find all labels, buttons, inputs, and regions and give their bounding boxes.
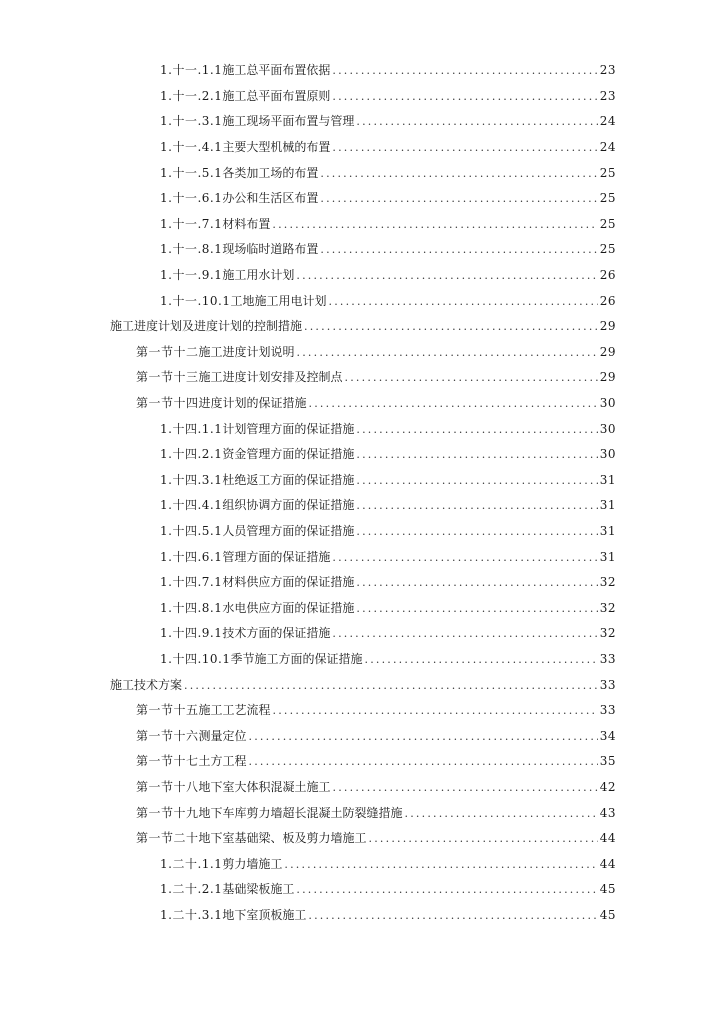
toc-entry-page-number: 23 — [599, 63, 616, 78]
toc-entry[interactable] — [0, 365, 724, 391]
toc-entry[interactable] — [0, 391, 724, 417]
dot-leader — [356, 602, 597, 616]
dot-leader — [356, 115, 597, 129]
toc-entry-page-number: 31 — [599, 523, 616, 538]
toc-entry-page-number: 26 — [599, 293, 616, 308]
dot-leader — [297, 346, 598, 360]
toc-entry-title: 各类加工场的布置 — [222, 165, 319, 180]
dot-leader — [356, 499, 597, 513]
toc-entry-line — [160, 89, 616, 104]
toc-entry-title: 人员管理方面的保证措施 — [222, 523, 355, 538]
dot-leader — [369, 832, 598, 846]
toc-entry-line — [110, 678, 616, 693]
toc-entry-page-number: 32 — [599, 575, 616, 590]
dot-leader — [356, 525, 597, 539]
toc-entry[interactable] — [0, 237, 724, 263]
toc-entry-page-number: 29 — [599, 344, 616, 359]
toc-entry-title: 季节施工方面的保证措施 — [230, 651, 363, 666]
toc-entry-title: 办公和生活区布置 — [222, 191, 319, 206]
dot-leader — [249, 755, 598, 769]
toc-entry-number: 1.十四.6.1 — [160, 549, 223, 564]
toc-entry-page-number: 45 — [599, 907, 616, 922]
toc-entry-line — [160, 473, 616, 488]
toc-entry[interactable] — [0, 263, 724, 289]
toc-entry-number: 第一节十六 — [136, 728, 199, 743]
toc-entry-title: 施工总平面布置依据 — [222, 63, 331, 78]
toc-entry-number: 第一节十八 — [136, 779, 199, 794]
toc-entry-number: 1.十四.9.1 — [160, 626, 223, 641]
toc-entry-line — [160, 422, 616, 437]
toc-entry-number: 1.十一.1.1 — [160, 63, 223, 78]
toc-entry-number: 1.十一.4.1 — [160, 140, 223, 155]
toc-entry[interactable] — [0, 493, 724, 519]
toc-entry-title: 基础梁板施工 — [222, 882, 295, 897]
toc-entry-line — [160, 882, 616, 897]
toc-entry-title: 土方工程 — [198, 754, 247, 769]
toc-entry-title: 施工技术方案 — [110, 677, 183, 692]
toc-entry-page-number: 25 — [599, 216, 616, 231]
toc-entry-line — [160, 447, 616, 462]
toc-entry-line — [160, 242, 616, 257]
toc-entry-title: 管理方面的保证措施 — [222, 549, 331, 564]
toc-entry[interactable] — [0, 442, 724, 468]
dot-leader — [356, 448, 597, 462]
dot-leader — [356, 576, 597, 590]
toc-entry-title: 材料供应方面的保证措施 — [222, 575, 355, 590]
toc-entry-title: 进度计划的保证措施 — [198, 396, 307, 411]
dot-leader — [320, 243, 597, 257]
dot-leader — [332, 627, 597, 641]
toc-entry-number: 1.十一.2.1 — [160, 88, 223, 103]
toc-entry-title: 现场临时道路布置 — [222, 242, 319, 257]
toc-entry-page-number: 45 — [599, 882, 616, 897]
dot-leader — [308, 909, 597, 923]
toc-entry-page-number: 24 — [599, 140, 616, 155]
toc-entry-page-number: 30 — [599, 447, 616, 462]
dot-leader — [184, 679, 598, 693]
toc-entry[interactable] — [0, 468, 724, 494]
toc-entry-title: 组织协调方面的保证措施 — [222, 498, 355, 513]
toc-entry-line — [136, 754, 616, 769]
toc-entry-page-number: 23 — [599, 88, 616, 103]
toc-entry[interactable] — [0, 826, 724, 852]
toc-entry-line — [136, 703, 616, 718]
toc-entry-page-number: 44 — [599, 831, 616, 846]
toc-entry-title: 资金管理方面的保证措施 — [222, 447, 355, 462]
dot-leader — [345, 371, 598, 385]
toc-entry-title: 施工进度计划说明 — [198, 344, 295, 359]
toc-entry-number: 1.十一.5.1 — [160, 165, 223, 180]
toc-entry-page-number: 44 — [599, 856, 616, 871]
toc-entry-line — [160, 652, 616, 667]
toc-entry-line — [160, 268, 616, 283]
toc-entry-page-number: 29 — [599, 370, 616, 385]
toc-entry-number: 1.十一.7.1 — [160, 216, 223, 231]
toc-entry-line — [160, 63, 616, 78]
toc-entry[interactable] — [0, 84, 724, 110]
toc-entry[interactable] — [0, 672, 724, 698]
dot-leader — [329, 295, 598, 309]
toc-entry[interactable] — [0, 647, 724, 673]
dot-leader — [332, 64, 597, 78]
toc-entry-title: 测量定位 — [198, 728, 247, 743]
toc-entry[interactable] — [0, 212, 724, 238]
toc-entry-number: 1.十四.8.1 — [160, 600, 223, 615]
toc-entry-number: 第一节十七 — [136, 754, 199, 769]
dot-leader — [249, 730, 598, 744]
toc-entry[interactable] — [0, 621, 724, 647]
toc-entry-number: 1.十四.2.1 — [160, 447, 223, 462]
toc-entry-page-number: 42 — [599, 779, 616, 794]
toc-entry-number: 1.十一.3.1 — [160, 114, 223, 129]
toc-entry-number: 1.十四.1.1 — [160, 421, 223, 436]
toc-entry-number: 1.十一.8.1 — [160, 242, 223, 257]
toc-entry-number: 1.十四.3.1 — [160, 472, 223, 487]
toc-entry-title: 施工进度计划及进度计划的控制措施 — [110, 319, 303, 334]
toc-entry-page-number: 33 — [599, 677, 616, 692]
toc-entry[interactable] — [0, 775, 724, 801]
toc-entry-number: 第一节二十 — [136, 831, 199, 846]
toc-entry-line — [160, 601, 616, 616]
toc-entry-line — [160, 140, 616, 155]
toc-entry-number: 1.十四.4.1 — [160, 498, 223, 513]
dot-leader — [356, 423, 597, 437]
toc-entry-page-number: 25 — [599, 165, 616, 180]
dot-leader — [273, 704, 598, 718]
toc-entry-number: 第一节十四 — [136, 396, 199, 411]
toc-entry[interactable] — [0, 340, 724, 366]
dot-leader — [284, 858, 597, 872]
dot-leader — [272, 218, 597, 232]
toc-entry[interactable] — [0, 595, 724, 621]
toc-entry-line — [136, 780, 616, 795]
toc-entry-number: 第一节十五 — [136, 703, 199, 718]
dot-leader — [365, 653, 598, 667]
toc-entry-number: 第一节十九 — [136, 805, 199, 820]
dot-leader — [356, 474, 597, 488]
dot-leader — [320, 167, 597, 181]
toc-entry[interactable] — [0, 288, 724, 314]
toc-entry-page-number: 32 — [599, 626, 616, 641]
toc-entry-page-number: 31 — [599, 498, 616, 513]
toc-entry-number: 1.十一.10.1 — [160, 293, 231, 308]
toc-entry[interactable] — [0, 723, 724, 749]
dot-leader — [296, 269, 597, 283]
toc-entry-title: 地下室大体积混凝土施工 — [198, 779, 331, 794]
toc-entry-line — [160, 114, 616, 129]
toc-entry-page-number: 30 — [599, 421, 616, 436]
toc-entry-line — [160, 166, 616, 181]
toc-entry[interactable] — [0, 903, 724, 929]
toc-entry-line — [160, 908, 616, 923]
dot-leader — [320, 192, 597, 206]
toc-entry-line — [160, 857, 616, 872]
dot-leader — [332, 90, 597, 104]
toc-entry-title: 地下室基础梁、板及剪力墙施工 — [198, 831, 367, 846]
toc-entry[interactable] — [0, 314, 724, 340]
toc-entry[interactable] — [0, 109, 724, 135]
toc-entry[interactable] — [0, 544, 724, 570]
toc-entry-line — [160, 294, 616, 309]
toc-entry-line — [160, 191, 616, 206]
toc-entry[interactable] — [0, 800, 724, 826]
toc-entry-title: 施工现场平面布置与管理 — [222, 114, 355, 129]
toc-entry-title: 地下室顶板施工 — [222, 907, 307, 922]
toc-entry-title: 水电供应方面的保证措施 — [222, 600, 355, 615]
toc-entry[interactable] — [0, 160, 724, 186]
toc-entry-number: 1.十一.9.1 — [160, 268, 223, 283]
toc-entry-line — [110, 319, 616, 334]
toc-entry-page-number: 31 — [599, 549, 616, 564]
toc-entry-number: 1.十四.10.1 — [160, 651, 231, 666]
table-of-contents — [0, 58, 724, 928]
toc-entry[interactable] — [0, 135, 724, 161]
toc-entry-number: 1.十一.6.1 — [160, 191, 223, 206]
toc-entry-line — [136, 396, 616, 411]
toc-entry[interactable] — [0, 416, 724, 442]
toc-entry-page-number: 25 — [599, 242, 616, 257]
toc-entry-number: 第一节十三 — [136, 370, 199, 385]
toc-entry-line — [136, 831, 616, 846]
dot-leader — [296, 883, 597, 897]
toc-entry-page-number: 43 — [599, 805, 616, 820]
toc-entry-page-number: 33 — [599, 651, 616, 666]
toc-entry-page-number: 34 — [599, 728, 616, 743]
toc-entry-title: 杜绝返工方面的保证措施 — [222, 472, 355, 487]
toc-entry-page-number: 33 — [599, 703, 616, 718]
toc-entry-title: 施工用水计划 — [222, 268, 295, 283]
toc-entry-line — [160, 626, 616, 641]
toc-entry-title: 施工总平面布置原则 — [222, 88, 331, 103]
toc-entry-line — [136, 806, 616, 821]
toc-entry-title: 施工进度计划安排及控制点 — [198, 370, 343, 385]
dot-leader — [405, 807, 598, 821]
toc-entry[interactable] — [0, 877, 724, 903]
toc-entry-line — [160, 550, 616, 565]
toc-entry-line — [136, 370, 616, 385]
toc-entry[interactable] — [0, 519, 724, 545]
toc-entry-line — [160, 524, 616, 539]
toc-entry-number: 1.二十.3.1 — [160, 907, 223, 922]
toc-entry-title: 地下车库剪力墙超长混凝土防裂缝措施 — [198, 805, 403, 820]
toc-entry[interactable] — [0, 698, 724, 724]
toc-entry-page-number: 32 — [599, 600, 616, 615]
toc-entry-page-number: 30 — [599, 396, 616, 411]
toc-entry[interactable] — [0, 58, 724, 84]
toc-entry[interactable] — [0, 851, 724, 877]
toc-entry-line — [136, 729, 616, 744]
toc-entry-title: 技术方面的保证措施 — [222, 626, 331, 641]
toc-entry-page-number: 24 — [599, 114, 616, 129]
toc-entry-title: 材料布置 — [222, 216, 271, 231]
toc-entry-page-number: 35 — [599, 754, 616, 769]
toc-entry-title: 主要大型机械的布置 — [222, 140, 331, 155]
dot-leader — [332, 141, 597, 155]
toc-entry-title: 剪力墙施工 — [222, 856, 283, 871]
toc-entry-line — [160, 575, 616, 590]
toc-entry-title: 施工工艺流程 — [198, 703, 271, 718]
toc-entry-number: 1.二十.2.1 — [160, 882, 223, 897]
toc-entry-number: 1.十四.5.1 — [160, 523, 223, 538]
toc-entry[interactable] — [0, 749, 724, 775]
dot-leader — [309, 397, 598, 411]
toc-entry-line — [160, 217, 616, 232]
dot-leader — [332, 551, 597, 565]
toc-entry-title: 计划管理方面的保证措施 — [222, 421, 355, 436]
toc-entry-number: 1.二十.1.1 — [160, 856, 223, 871]
toc-entry-page-number: 29 — [599, 319, 616, 334]
toc-entry-line — [160, 498, 616, 513]
toc-entry-page-number: 26 — [599, 268, 616, 283]
dot-leader — [333, 781, 598, 795]
toc-entry[interactable] — [0, 186, 724, 212]
toc-entry-line — [136, 345, 616, 360]
toc-entry-page-number: 25 — [599, 191, 616, 206]
dot-leader — [304, 320, 598, 334]
toc-entry-number: 1.十四.7.1 — [160, 575, 223, 590]
toc-entry-page-number: 31 — [599, 472, 616, 487]
toc-entry-title: 工地施工用电计划 — [230, 293, 327, 308]
toc-entry[interactable] — [0, 570, 724, 596]
toc-entry-number: 第一节十二 — [136, 344, 199, 359]
